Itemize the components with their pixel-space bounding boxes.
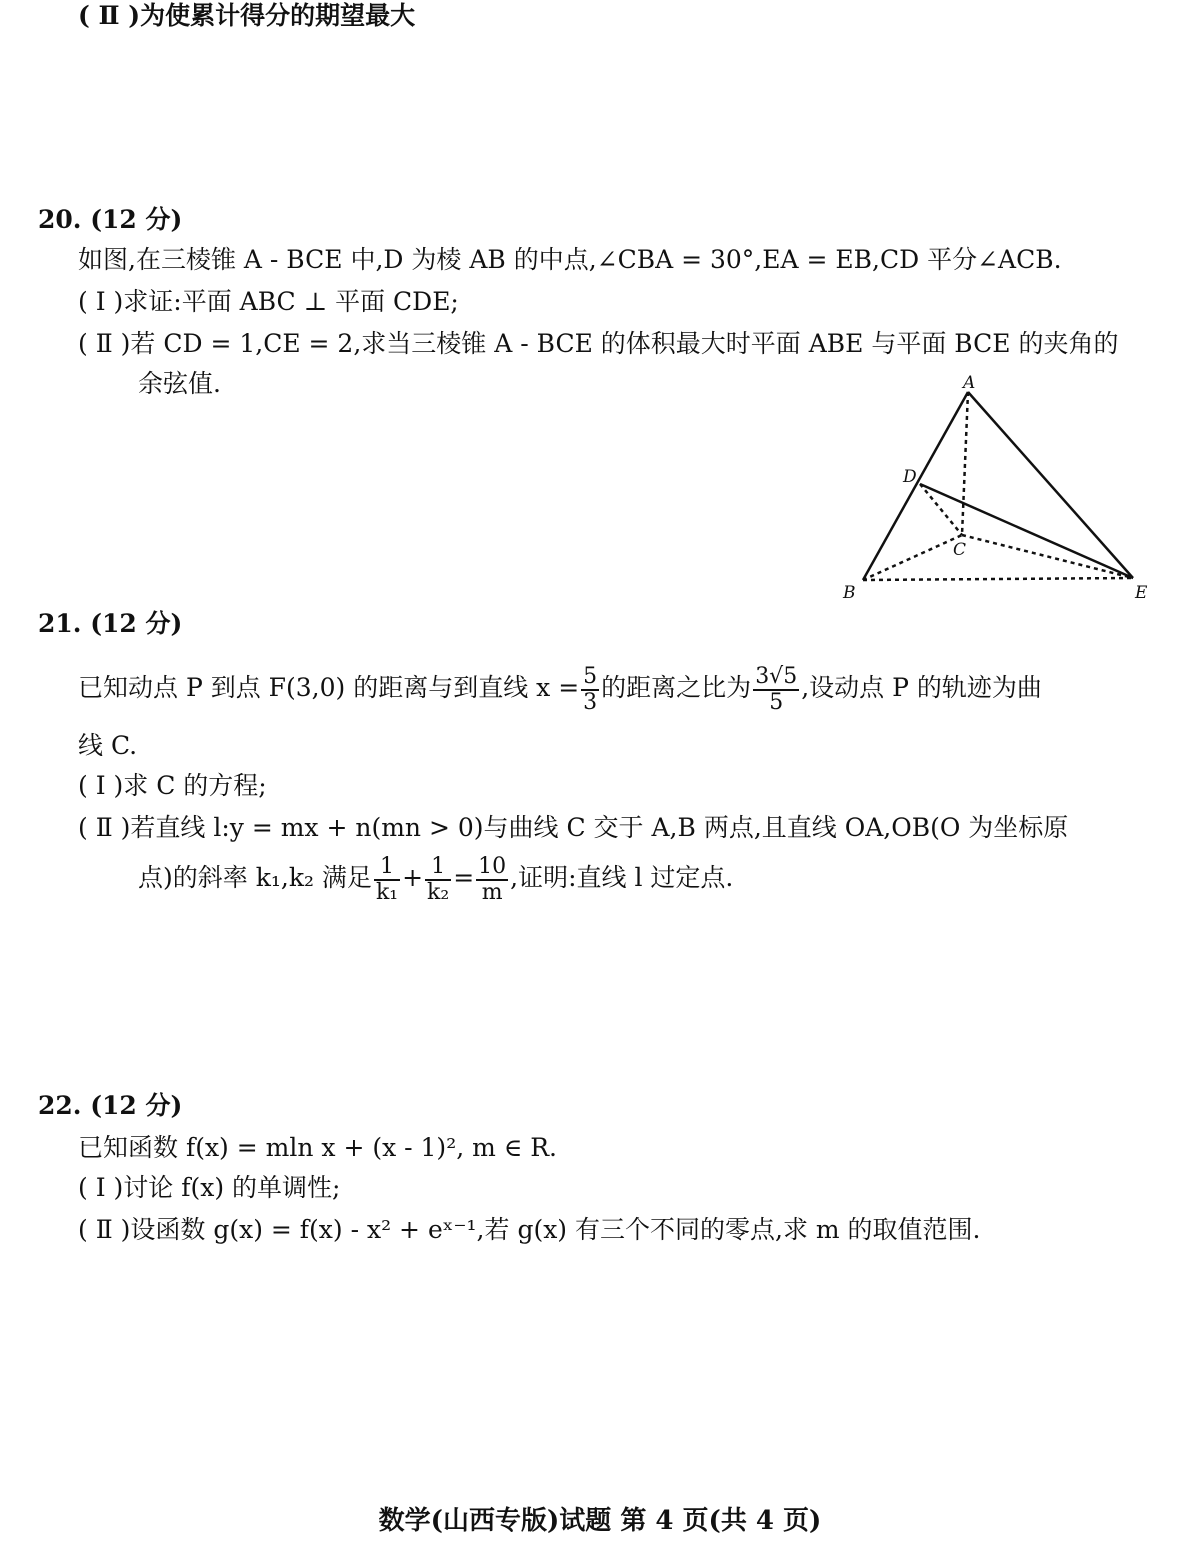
q20-part2-line1: ( Ⅱ )若 CD = 1,CE = 2,求当三棱锥 A - BCE 的体积最大时平面 ABE 与平面 BCE 的夹角的 [78, 329, 1119, 358]
top-fragment: ( Ⅱ )为使累计得分的期望最大 [78, 1, 416, 30]
edge-de [920, 484, 1133, 578]
q21-stem [78, 662, 1042, 715]
fb-num: 1 [425, 855, 451, 881]
edge-ac [962, 392, 968, 535]
fc-den: m [481, 879, 503, 905]
q21-number: 21. (12 分) [38, 609, 183, 638]
label-e: E [1135, 583, 1148, 603]
q22-part1: ( Ⅰ )讨论 f(x) 的单调性; [78, 1173, 341, 1202]
edge-ae [968, 392, 1133, 578]
fraction-1-k2 [425, 855, 451, 905]
q21-part2-a: 点)的斜率 k₁,k₂ 满足 [138, 863, 372, 892]
q21-part2-line1: ( Ⅱ )若直线 l:y = mx + n(mn > 0)与曲线 C 交于 A,B 两点,且直线 OA,OB(O 为坐标原 [78, 813, 1069, 842]
label-b: B [843, 583, 856, 603]
fa-den: k₁ [375, 879, 399, 905]
edge-bc [863, 535, 962, 580]
q21-stem-line2: 线 C. [78, 731, 138, 760]
fraction-5-3 [581, 665, 599, 715]
label-d: D [903, 467, 917, 487]
q21-stem-b: 的距离之比为 [601, 673, 752, 702]
q21-stem-a: 已知动点 P 到点 F(3,0) 的距离与到直线 x = [78, 673, 580, 702]
page-footer: 数学(山西专版)试题 第 4 页(共 4 页) [378, 1506, 822, 1536]
frac1-den: 3 [583, 689, 598, 715]
q22-part2: ( Ⅱ )设函数 g(x) = f(x) - x² + eˣ⁻¹,若 g(x) 有三个不同的零点,求 m 的取值范围. [78, 1215, 981, 1244]
label-a: A [963, 373, 976, 393]
q21-part1: ( Ⅰ )求 C 的方程; [78, 771, 267, 800]
fraction-10-m [476, 855, 508, 905]
q21-part2-b: ,证明:直线 l 过定点. [510, 863, 734, 892]
plus-sign: + [402, 863, 424, 892]
q20-part2-line2: 余弦值. [138, 369, 221, 398]
q21-stem-c: ,设动点 P 的轨迹为曲 [801, 673, 1042, 702]
fraction-1-k1 [374, 855, 400, 905]
tetrahedron-figure [835, 372, 1165, 612]
frac1-num: 5 [583, 663, 598, 689]
fc-num: 10 [478, 853, 507, 879]
equals-sign: = [453, 863, 475, 892]
fraction-3sqrt5-5 [753, 665, 799, 715]
frac2-num: 3√5 [755, 663, 798, 689]
q22-stem: 已知函数 f(x) = mln x + (x - 1)², m ∈ R. [78, 1133, 557, 1162]
frac2-den: 5 [769, 689, 784, 715]
edge-dc [920, 484, 962, 535]
q20-part1: ( Ⅰ )求证:平面 ABC ⊥ 平面 CDE; [78, 287, 459, 316]
q21-part2-line2 [138, 852, 733, 905]
fb-den: k₂ [427, 879, 450, 905]
edge-be [863, 578, 1133, 580]
q20-number: 20. (12 分) [38, 205, 183, 234]
q20-stem: 如图,在三棱锥 A - BCE 中,D 为棱 AB 的中点,∠CBA = 30°,EA = EB,CD 平分∠ACB. [78, 245, 1062, 274]
fa-num: 1 [374, 855, 400, 881]
q22-number: 22. (12 分) [38, 1091, 183, 1120]
label-c: C [953, 540, 967, 560]
